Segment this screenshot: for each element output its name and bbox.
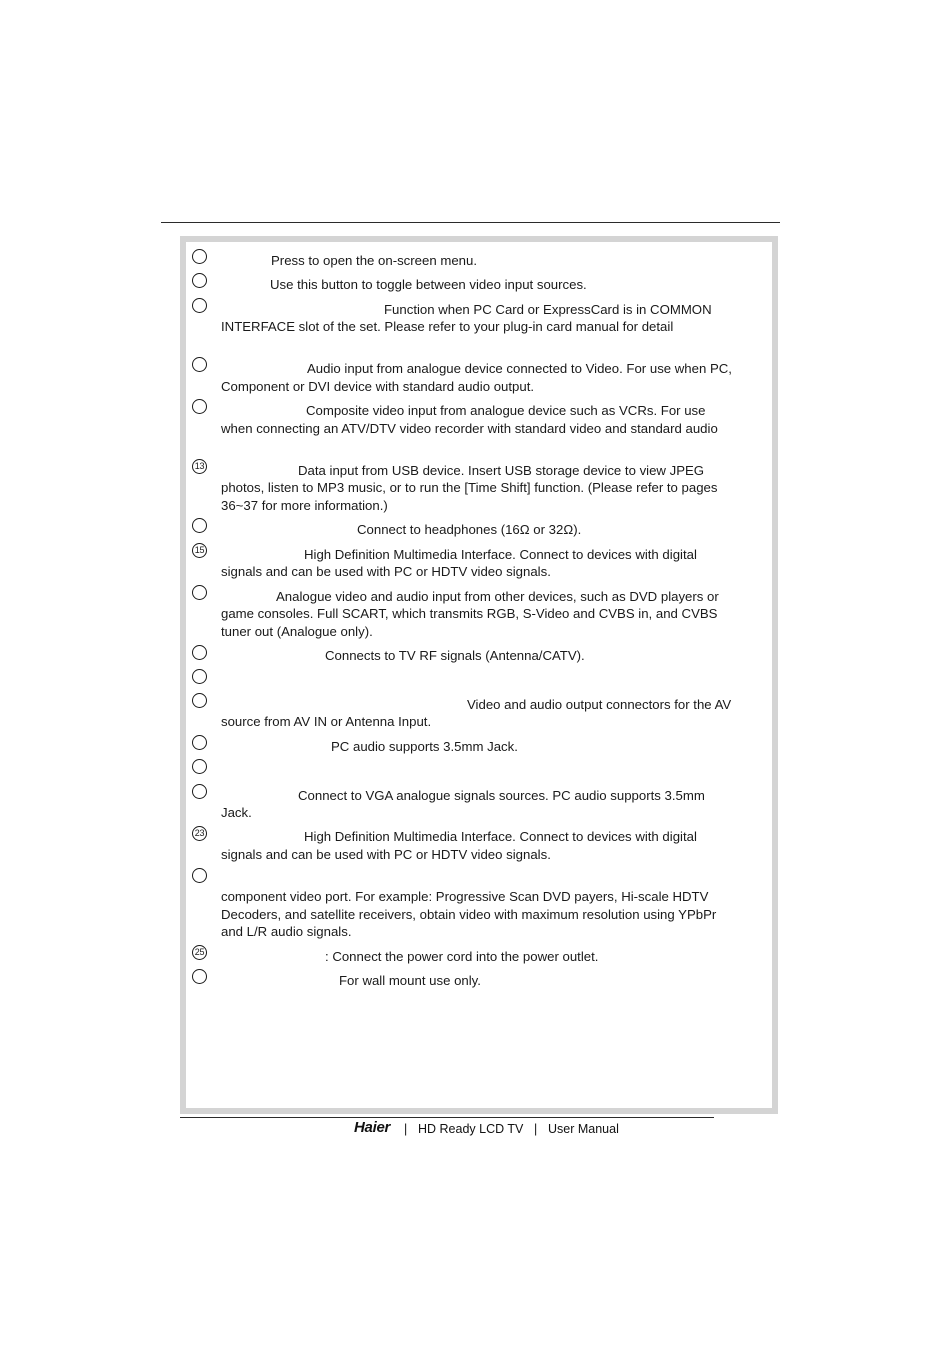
item-number-marker [192,868,207,883]
item-number-marker [192,669,207,684]
item-description-line: : Connect the power cord into the power outlet. [325,949,599,964]
item-description-line: Connects to TV RF signals (Antenna/CATV). [325,648,585,663]
item-number-marker [192,518,207,533]
item-description-line: PC audio supports 3.5mm Jack. [331,739,518,754]
item-description-line: Audio input from analogue device connected to Video. For use when PC, [307,361,732,376]
item-description-line: Decoders, and satellite receivers, obtain video with maximum resolution using YPbPr [221,907,717,922]
item-number-marker [192,273,207,288]
item-number-marker [192,759,207,774]
item-description-line: signals and can be used with PC or HDTV video signals. [221,564,551,579]
item-number-marker [192,735,207,750]
bottom-rule [180,1117,714,1118]
footer-separator: | [404,1122,408,1136]
item-number-marker [192,969,207,984]
item-number-marker [192,399,207,414]
item-description-line: when connecting an ATV/DTV video recorder with standard video and standard audio [221,421,718,436]
item-description-line: Video and audio output connectors for the AV [467,697,732,712]
item-description-line: Connect to VGA analogue signals sources. PC audio supports 3.5mm [298,788,705,803]
item-number-marker: 15 [192,543,207,558]
item-description-line: and L/R audio signals. [221,924,352,939]
item-description-line: 36~37 for more information.) [221,498,388,513]
item-number-marker: 25 [192,945,207,960]
item-number-marker [192,693,207,708]
item-number-marker: 23 [192,826,207,841]
item-number-marker [192,585,207,600]
item-number-marker [192,357,207,372]
item-description-line: photos, listen to MP3 music, or to run the [Time Shift] function. (Please refer to pages [221,480,718,495]
item-number-marker [192,784,207,799]
item-description-line: Composite video input from analogue device such as VCRs. For use [306,403,706,418]
footer-doc-title: User Manual [548,1122,619,1136]
item-number-marker [192,249,207,264]
item-number-marker [192,645,207,660]
item-description-line: High Definition Multimedia Interface. Connect to devices with digital [304,547,697,562]
item-description-line: Use this button to toggle between video input sources. [270,277,587,292]
item-description-line: game consoles. Full SCART, which transmits RGB, S-Video and CVBS in, and CVBS [221,606,718,621]
item-description-line: Component or DVI device with standard audio output. [221,379,535,394]
footer-product: HD Ready LCD TV [418,1122,524,1136]
brand-logo: Haier [354,1119,391,1136]
item-number-marker: 13 [192,459,207,474]
footer-separator: | [534,1122,538,1136]
item-description-line: Analogue video and audio input from other devices, such as DVD players or [276,589,719,604]
item-description-line: Press to open the on-screen menu. [271,253,477,268]
item-description-line: Data input from USB device. Insert USB storage device to view JPEG [298,463,705,478]
item-number-marker [192,298,207,313]
item-description-line: Connect to headphones (16Ω or 32Ω). [357,522,582,537]
item-description-line: source from AV IN or Antenna Input. [221,714,432,729]
top-rule [161,222,780,223]
item-description-line: High Definition Multimedia Interface. Connect to devices with digital [304,829,697,844]
item-description-line: For wall mount use only. [339,973,481,988]
item-description-line: tuner out (Analogue only). [221,624,373,639]
item-description-line: signals and can be used with PC or HDTV video signals. [221,847,551,862]
item-description-line: Jack. [221,805,252,820]
item-description-line: component video port. For example: Progressive Scan DVD payers, Hi-scale HDTV [221,889,709,904]
item-description-line: INTERFACE slot of the set. Please refer to your plug-in card manual for detail [221,319,674,334]
item-description-line: Function when PC Card or ExpressCard is in COMMON [384,302,712,317]
